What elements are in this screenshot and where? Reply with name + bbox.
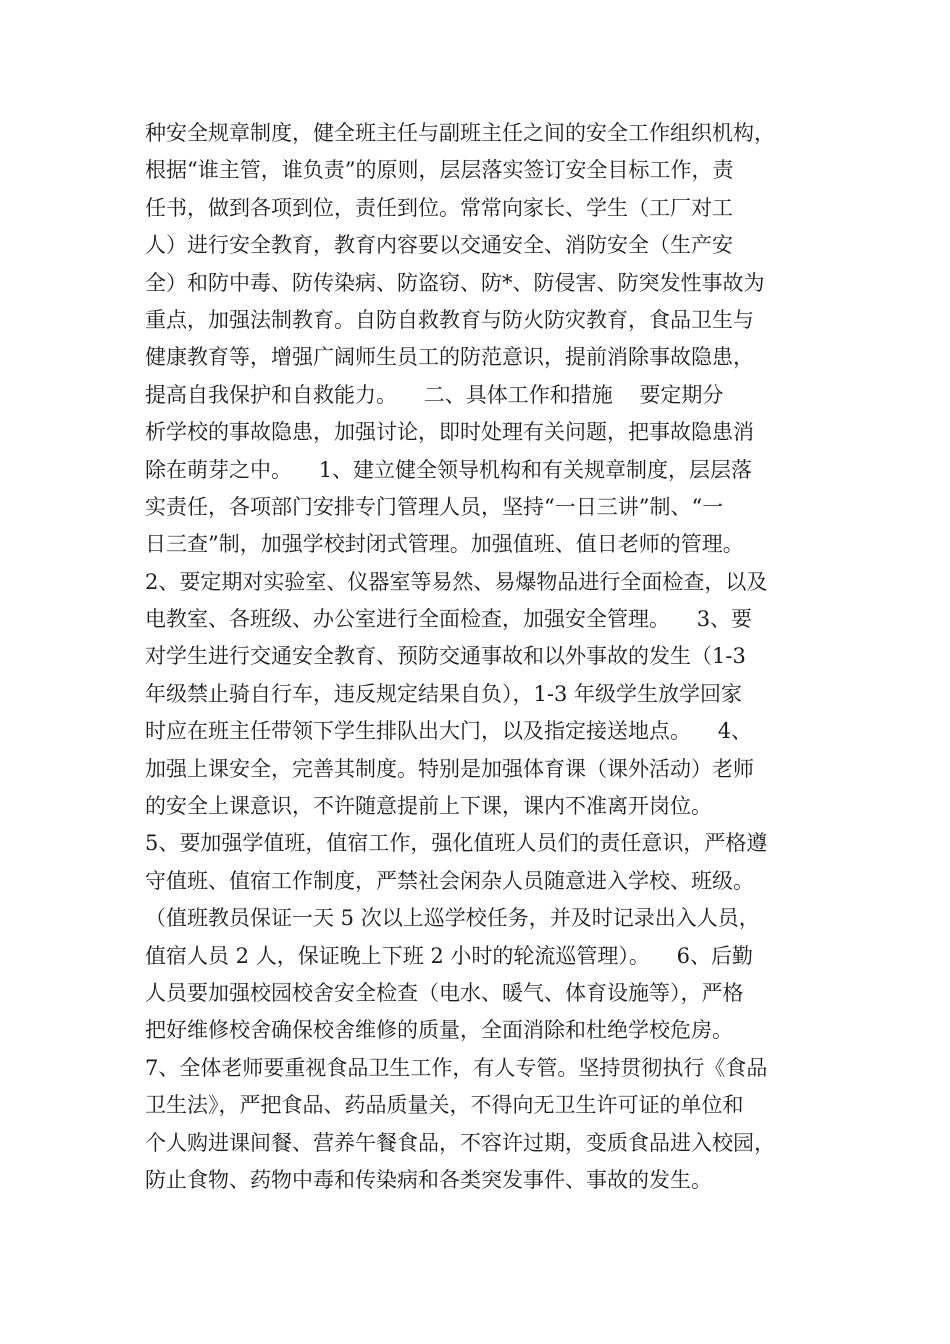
text-line: 重点，加强法制教育。自防自救教育与防火防灾教育，食品卫生与: [145, 307, 754, 332]
text-line: 全）和防中毒、防传染病、防盗窃、防*、防侵害、防突发性事故为: [145, 270, 765, 295]
text-line: 把好维修校舍确保校舍维修的质量，全面消除和杜绝学校危房。: [145, 1018, 733, 1043]
text-line: 卫生法》，严把食品、药品质量关，不得向无卫生许可证的单位和: [145, 1093, 744, 1118]
text-line: 除在萌芽之中。 1、建立健全领导机构和有关规章制度，层层落: [145, 457, 753, 482]
text-line: 日三查”制，加强学校封闭式管理。加强值班、值日老师的管理。: [145, 532, 744, 557]
text-line: 人）进行安全教育，教育内容要以交通安全、消防安全（生产安: [145, 233, 733, 258]
text-line: 种安全规章制度，健全班主任与副班主任之间的安全工作组织机构，: [145, 121, 775, 145]
text-line: 加强上课安全，完善其制度。特别是加强体育课（课外活动）老师: [145, 756, 754, 781]
text-line: 实责任，各项部门安排专门管理人员，坚持“一日三讲”制、“一: [145, 494, 724, 519]
text-line: 7、全体老师要重视食品卫生工作，有人专管。坚持贯彻执行《食品: [145, 1055, 768, 1080]
text-line: 根据“谁主管，谁负责”的原则，层层落实签订安全目标工作，责: [145, 158, 734, 183]
text-line: 守值班、值宿工作制度，严禁社会闲杂人员随意进入学校、班级。: [145, 868, 754, 893]
text-line: （值班教员保证一天 5 次以上巡学校任务，并及时记录出入人员，: [145, 906, 760, 931]
text-line: 人员要加强校园校舍安全检查（电水、暖气、体育设施等），严格: [145, 980, 744, 1005]
text-line: 对学生进行交通安全教育、预防交通事故和以外事故的发生（1-3: [145, 644, 746, 669]
text-line: 析学校的事故隐患，加强讨论，即时处理有关问题，把事故隐患消: [145, 420, 754, 445]
text-line: 值宿人员 2 人，保证晚上下班 2 小时的轮流巡管理）。 6、后勤: [145, 943, 753, 968]
text-line: 防止食物、药物中毒和传染病和各类突发事件、事故的发生。: [145, 1167, 712, 1192]
text-line: 提高自我保护和自救能力。 二、具体工作和措施 要定期分: [145, 382, 724, 407]
body-text: [145, 115, 815, 1199]
text-line: 时应在班主任带领下学生排队出大门，以及指定接送地点。 4、: [145, 719, 753, 744]
text-line: 年级禁止骑自行车，违反规定结果自负），1-3 年级学生放学回家: [145, 681, 742, 706]
text-line: 个人购进课间餐、营养午餐食品，不容许过期，变质食品进入校园，: [145, 1130, 775, 1155]
text-line: 2、要定期对实验室、仪器室等易然、易爆物品进行全面检查，以及: [145, 569, 768, 594]
text-line: 5、要加强学值班，值宿工作，强化值班人员们的责任意识，严格遵: [145, 831, 768, 856]
text-line: 任书，做到各项到位，责任到位。常常向家长、学生（工厂对工: [145, 195, 733, 220]
text-line: 电教室、各班级、办公室进行全面检查，加强安全管理。 3、要: [145, 607, 753, 632]
text-line: 健康教育等，增强广阔师生员工的防范意识，提前消除事故隐患，: [145, 345, 754, 370]
text-line: 的安全上课意识，不许随意提前上下课，课内不准离开岗位。: [145, 794, 712, 819]
